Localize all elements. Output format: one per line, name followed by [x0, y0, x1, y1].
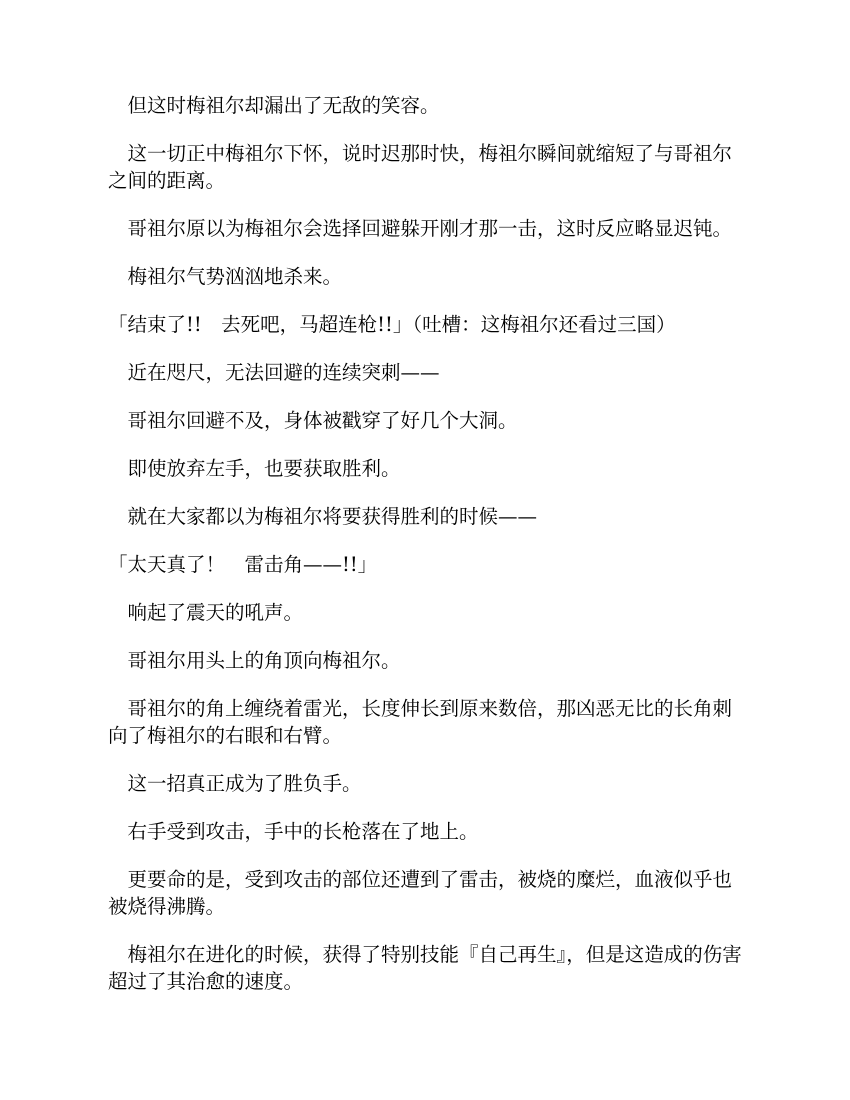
- paragraph: 哥祖尔原以为梅祖尔会选择回避躲开刚才那一击，这时反应略显迟钝。: [108, 217, 733, 240]
- paragraph: 哥祖尔用头上的角顶向梅祖尔。: [108, 649, 401, 672]
- paragraph: 梅祖尔气势汹汹地杀来。: [108, 265, 343, 288]
- paragraph: 梅祖尔在进化的时候，获得了特别技能『自己再生』，但是这造成的伤害超过了其治愈的速度。: [108, 943, 742, 993]
- paragraph: 哥祖尔回避不及，身体被戳穿了好几个大洞。: [108, 409, 518, 432]
- text-body: [108, 92, 748, 1016]
- paragraph: 但这时梅祖尔却漏出了无敌的笑容。: [108, 94, 440, 117]
- paragraph: 哥祖尔的角上缠绕着雷光，长度伸长到原来数倍，那凶恶无比的长角刺向了梅祖尔的右眼和右臂。: [108, 697, 733, 747]
- paragraph: 右手受到攻击，手中的长枪落在了地上。: [108, 820, 479, 843]
- dialogue-paragraph: 「结束了!! 去死吧，马超连枪!!」（吐槽：这梅祖尔还看过三国）: [108, 313, 676, 336]
- paragraph: 响起了震天的吼声。: [108, 601, 304, 624]
- paragraph: 这一招真正成为了胜负手。: [108, 772, 362, 795]
- paragraph: 近在咫尺，无法回避的连续突刺——: [108, 361, 440, 384]
- paragraph: 更要命的是，受到攻击的部位还遭到了雷击，被烧的糜烂，血液似乎也被烧得沸腾。: [108, 868, 733, 918]
- dialogue-paragraph: 「太天真了！ 雷击角——!!」: [108, 553, 378, 576]
- paragraph: 就在大家都以为梅祖尔将要获得胜利的时候——: [108, 505, 538, 528]
- paragraph: 即使放弃左手，也要获取胜利。: [108, 457, 401, 480]
- paragraph: 这一切正中梅祖尔下怀，说时迟那时快，梅祖尔瞬间就缩短了与哥祖尔之间的距离。: [108, 142, 733, 192]
